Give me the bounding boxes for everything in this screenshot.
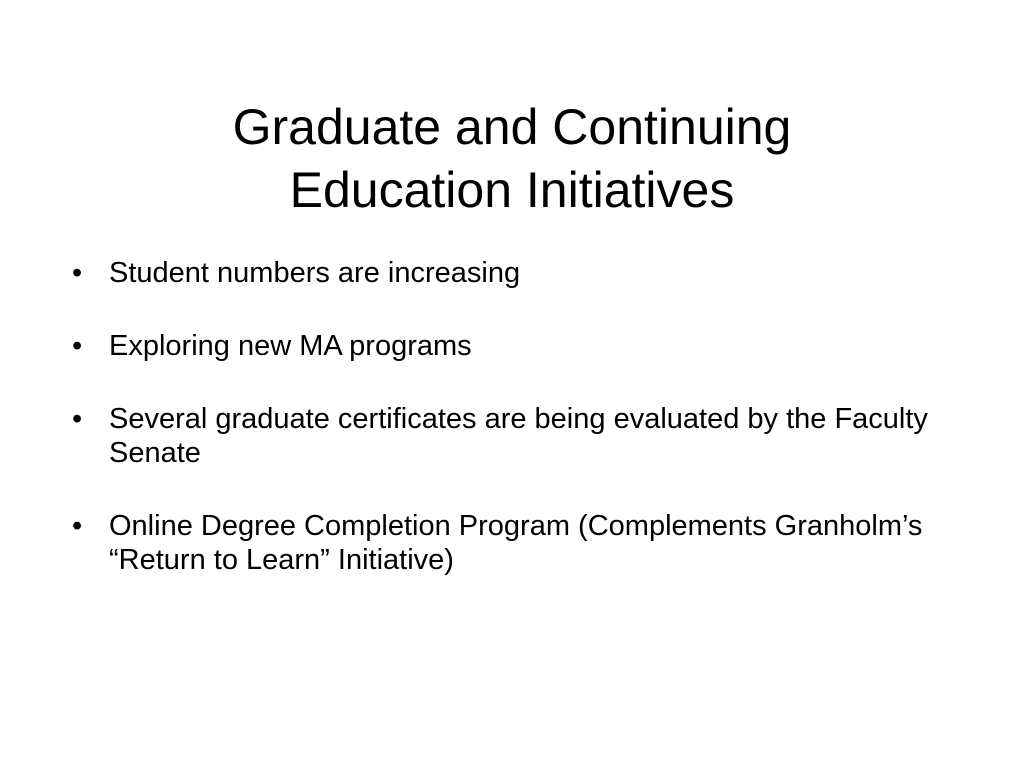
slide-title-line-2: Education Initiatives <box>289 162 735 218</box>
slide-title-line-1: Graduate and Continuing <box>232 99 792 155</box>
bullet-icon: • <box>72 403 83 435</box>
bullet-item <box>70 329 930 363</box>
bullet-text: Student numbers are increasing <box>109 257 521 289</box>
bullet-icon: • <box>72 330 83 362</box>
bullet-text: Online Degree Completion Program (Complements Granholm’s “Return to Learn” Initiative) <box>109 510 923 576</box>
slide-title <box>60 96 964 222</box>
bullet-item <box>70 402 930 470</box>
bullet-icon: • <box>72 257 83 289</box>
bullet-icon: • <box>72 510 83 542</box>
bullet-list <box>70 256 930 616</box>
bullet-text: Several graduate certificates are being evaluated by the Faculty Senate <box>109 403 928 469</box>
bullet-text: Exploring new MA programs <box>109 330 472 362</box>
bullet-item <box>70 256 930 290</box>
bullet-item <box>70 509 930 577</box>
